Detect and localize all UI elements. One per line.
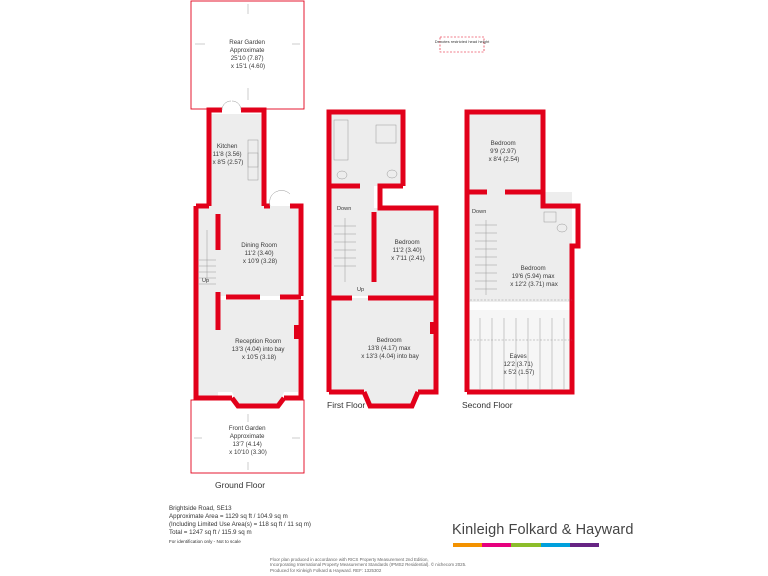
disclaimer-line: Produced for Kinleigh Folkard & Hayward. REF: 1325302 bbox=[270, 567, 382, 573]
ground-floor-plan bbox=[191, 1, 304, 490]
property-address: Brightside Road, SE13 bbox=[169, 505, 232, 512]
kitchen-label: Kitchen 11'8 (3.56) x 8'5 (2.57) bbox=[212, 143, 244, 166]
eaves-label: Eaves 12'2 (3.71) x 5'2 (1.57) bbox=[503, 353, 535, 376]
second-floor-plan bbox=[435, 37, 578, 410]
identification-note: For identification only - Not to scale bbox=[169, 539, 241, 544]
total-area: Total = 1247 sq ft / 115.9 sq m bbox=[169, 529, 252, 536]
ground-floor-title: Ground Floor bbox=[215, 480, 266, 490]
rear-garden-label: Rear Garden Approximate 25'10 (7.87) x 15'1 (4.60) bbox=[229, 39, 266, 70]
approximate-area: Approximate Area = 1129 sq ft / 104.9 sq m bbox=[169, 513, 288, 520]
second-bedroom-large-label: Bedroom 19'6 (5.94) max x 12'2 (3.71) max bbox=[510, 265, 558, 288]
second-down-label: Down bbox=[472, 209, 487, 215]
first-up-label: Up bbox=[357, 287, 365, 293]
brand-color-5 bbox=[570, 543, 599, 547]
brand-color-1 bbox=[453, 543, 482, 547]
limited-use-area: (Including Limited Use Area(s) = 118 sq ft / 11 sq m) bbox=[169, 521, 311, 528]
first-bedroom-large-label: Bedroom 13'8 (4.17) max x 13'3 (4.04) into bay bbox=[361, 337, 419, 360]
first-bedroom-small-label: Bedroom 11'2 (3.40) x 7'11 (2.41) bbox=[391, 239, 425, 262]
front-garden-label: Front Garden Approximate 13'7 (4.14) x 10'10 (3.30) bbox=[228, 425, 267, 456]
first-bedroom-large bbox=[329, 298, 436, 390]
reception-room-label: Reception Room 13'3 (4.04) into bay x 10'5 (3.18) bbox=[231, 338, 285, 361]
first-floor-title: First Floor bbox=[327, 400, 366, 410]
second-bedroom-small-label: Bedroom 9'9 (2.97) x 8'4 (2.54) bbox=[488, 140, 520, 163]
first-floor-plan bbox=[327, 112, 436, 410]
second-floor-title: Second Floor bbox=[462, 400, 513, 410]
brand-color-4 bbox=[541, 543, 570, 547]
disclaimer-line: Floor plan produced in accordance with RICS Property Measurement 2nd Edition, bbox=[270, 557, 429, 562]
stairs-up-label: Up bbox=[202, 278, 210, 284]
reception-bay bbox=[232, 392, 284, 405]
brand-color-3 bbox=[511, 543, 540, 547]
first-bedroom-bay bbox=[364, 390, 418, 405]
first-down-label: Down bbox=[337, 206, 352, 212]
disclaimer bbox=[270, 557, 466, 573]
restricted-height-legend: Denotes restricted head height bbox=[434, 39, 490, 44]
brand-color-bar bbox=[453, 543, 599, 547]
second-eaves bbox=[467, 310, 572, 390]
first-landing bbox=[329, 186, 374, 296]
disclaimer-line: Incorporating International Property Measurement Standards (IPMS2 Residential). © nichecom 2025. bbox=[270, 562, 467, 568]
brand-color-2 bbox=[482, 543, 511, 547]
dining-room-label: Dining Room 11'2 (3.40) x 10'9 (3.28) bbox=[241, 242, 278, 265]
brand-logo-text: Kinleigh Folkard & Hayward bbox=[452, 522, 634, 538]
